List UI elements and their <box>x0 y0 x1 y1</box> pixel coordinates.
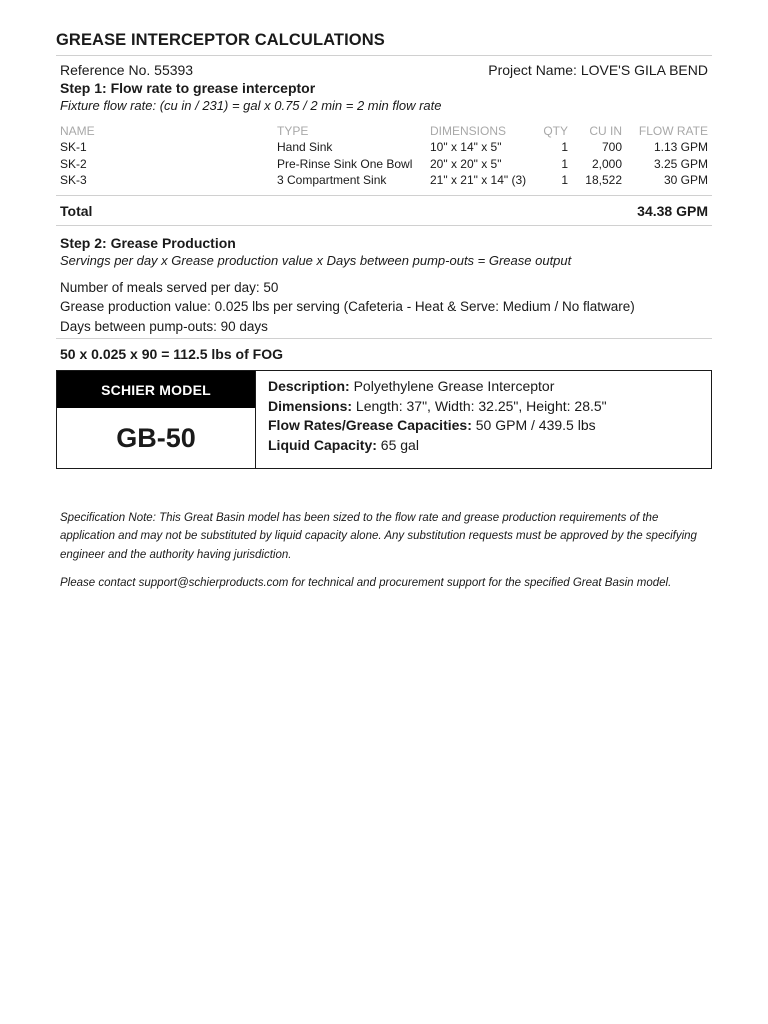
spec-flow-label: Flow Rates/Grease Capacities: <box>268 417 472 433</box>
contact-note: Please contact support@schierproducts.com for technical and procurement support for the specified Great Basin model. <box>60 576 672 589</box>
table-row <box>60 139 708 156</box>
cell-name: SK-3 <box>60 173 87 188</box>
cell-dimensions: 20" x 20" x 5" <box>430 156 502 171</box>
cell-type: Pre-Rinse Sink One Bowl <box>277 156 413 171</box>
project-name: Project Name: LOVE'S GILA BEND <box>488 62 708 78</box>
cell-cu-in: 18,522 <box>585 173 622 188</box>
fixture-table <box>60 122 708 189</box>
notes-section <box>56 509 712 592</box>
cell-dimensions: 21" x 21" x 14" (3) <box>430 173 527 188</box>
spec-liquid-value: 65 gal <box>380 436 419 453</box>
cell-qty: 1 <box>561 173 568 188</box>
step2-formula: Servings per day x Grease production value x Days between pump-outs = Grease output <box>60 252 572 268</box>
step1-title: Step 1: Flow rate to grease interceptor <box>60 80 316 96</box>
spec-dimensions-value: Length: 37", Width: 32.25", Height: 28.5" <box>355 397 607 414</box>
meals-per-day: Number of meals served per day: 50 <box>60 279 279 295</box>
spec-liquid-label: Liquid Capacity: <box>268 436 377 453</box>
model-label: SCHIER MODEL <box>57 371 255 408</box>
reference-number: Reference No. 55393 <box>60 62 194 78</box>
spec-description-value: Polyethylene Grease Interceptor <box>353 378 555 394</box>
cell-type: Hand Sink <box>277 140 333 155</box>
cell-name: SK-1 <box>60 140 87 155</box>
reference-row <box>56 61 712 79</box>
fixture-table-header <box>60 122 708 139</box>
table-row <box>60 172 708 189</box>
header-name: NAME <box>60 123 95 138</box>
total-value: 34.38 GPM <box>637 202 708 219</box>
header-type: TYPE <box>277 123 309 138</box>
table-row <box>60 156 708 173</box>
cell-cu-in: 2,000 <box>591 156 622 171</box>
step2-title: Step 2: Grease Production <box>60 234 236 251</box>
spec-flow-value: 50 GPM / 439.5 lbs <box>475 417 596 433</box>
grease-production-value: Grease production value: 0.025 lbs per serving (Cafeteria - Heat & Serve: Medium / No flatware) <box>60 299 635 314</box>
fog-result: 50 x 0.025 x 90 = 112.5 lbs of FOG <box>56 338 712 370</box>
page-title: GREASE INTERCEPTOR CALCULATIONS <box>56 30 712 56</box>
cell-name: SK-2 <box>60 156 87 171</box>
spec-flow-rates <box>268 416 699 436</box>
header-flow-rate: FLOW RATE <box>638 123 708 138</box>
cell-flow-rate: 30 GPM <box>663 173 708 188</box>
model-specs <box>256 371 711 468</box>
cell-qty: 1 <box>561 140 568 155</box>
header-cu-in: CU IN <box>589 123 622 138</box>
step1-formula: Fixture flow rate: (cu in / 231) = gal x 0.75 / 2 min = 2 min flow rate <box>60 98 442 113</box>
header-qty: QTY <box>543 123 568 138</box>
cell-flow-rate: 3.25 GPM <box>653 156 708 171</box>
cell-dimensions: 10" x 14" x 5" <box>430 140 502 155</box>
model-summary <box>57 371 256 468</box>
spec-description <box>268 377 699 397</box>
spec-dimensions <box>268 397 699 417</box>
days-between-pumpouts: Days between pump-outs: 90 days <box>60 318 268 334</box>
model-box <box>56 370 712 469</box>
spec-dimensions-label: Dimensions: <box>268 397 353 414</box>
cell-flow-rate: 1.13 GPM <box>653 140 708 155</box>
cell-type: 3 Compartment Sink <box>277 173 387 188</box>
cell-qty: 1 <box>561 156 568 171</box>
spec-liquid-capacity <box>268 436 699 456</box>
grease-inputs <box>56 278 712 337</box>
cell-cu-in: 700 <box>601 140 622 155</box>
header-dimensions: DIMENSIONS <box>430 123 507 138</box>
step2-section <box>56 234 712 269</box>
total-row <box>56 195 712 226</box>
model-name: GB-50 <box>116 422 196 453</box>
spec-description-label: Description: <box>268 378 350 394</box>
calculation-sheet <box>56 30 712 602</box>
specification-note: Specification Note: This Great Basin model has been sized to the flow rate and grease production requirements of the application and may not be substituted by liquid capacity alone. Any substitution requests must be approved by the specifying engineer and the authority having jurisdiction. <box>60 512 697 561</box>
total-label: Total <box>60 202 93 219</box>
